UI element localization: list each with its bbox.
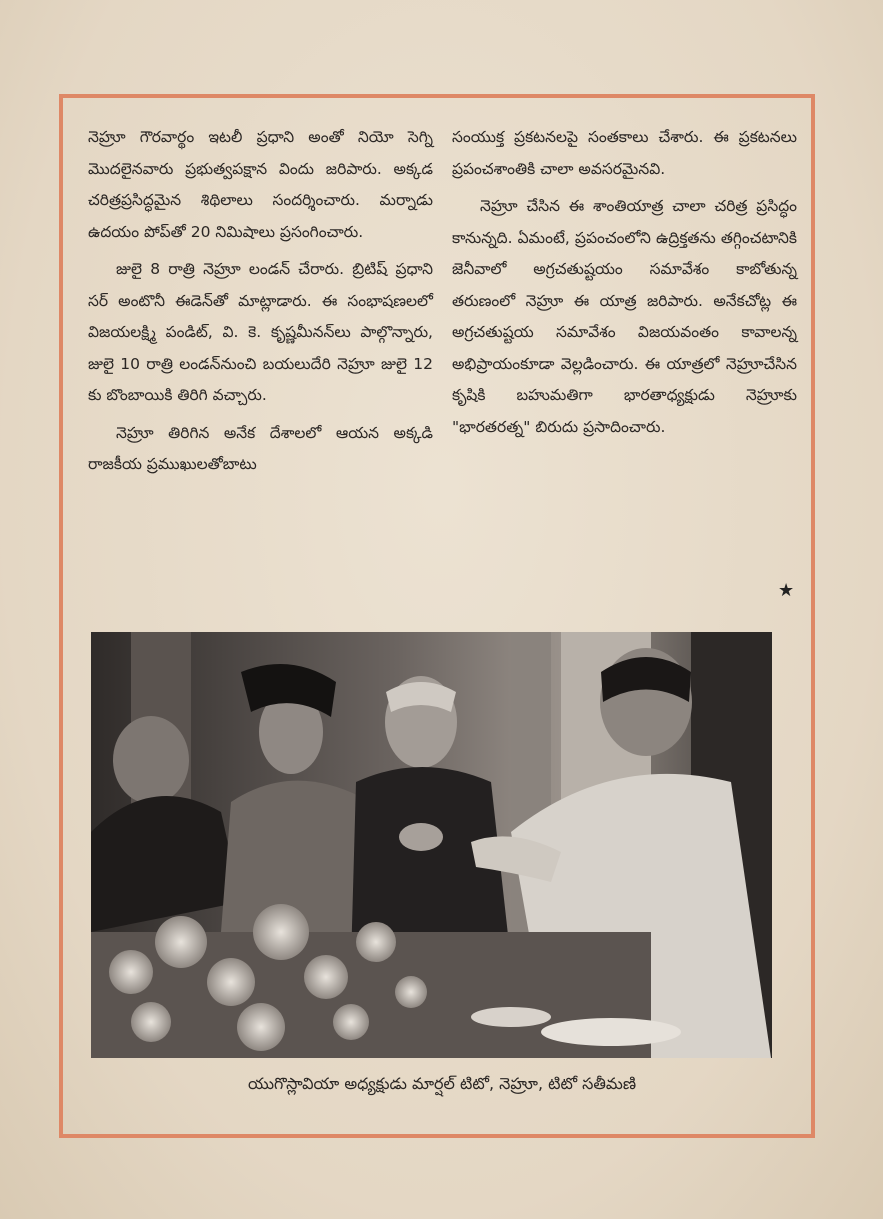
paragraph: నెహ్రూ గౌరవార్థం ఇటలీ ప్రధాని అంతో నియో సెగ్ని మొదలైనవారు ప్రభుత్వపక్షాన విందు జరిపారు. అక్కడ చరిత్రప్రసిద్ధమైన శిథిలాలు సందర్శించారు. మర్నాడు ఉదయం పోప్‌తో 20 నిమిషాలు ప్రసంగించారు. bbox=[88, 128, 433, 241]
banquet-photograph bbox=[91, 632, 772, 1058]
right-column bbox=[452, 122, 797, 449]
paragraph: నెహ్రూ తిరిగిన అనేక దేశాలలో ఆయన అక్కడి రాజకీయ ప్రముఖులతోబాటు bbox=[88, 423, 433, 473]
photo-caption: యుగొస్లావియా అధ్యక్షుడు మార్షల్ టిటో, నెహ్రూ, టిటో సతీమణి bbox=[247, 1074, 637, 1093]
paragraph: సంయుక్త ప్రకటనలపై సంతకాలు చేశారు. ఈ ప్రకటనలు ప్రపంచశాంతికి చాలా అవసరమైనవి. bbox=[452, 128, 797, 178]
photo-illustration bbox=[91, 632, 772, 1058]
paragraph: జులై 8 రాత్రి నెహ్రూ లండన్ చేరారు. బ్రిటిష్ ప్రధాని సర్ అంటొనీ ఈడెన్‌తో మాట్లాడారు. ఈ సంభాషణలలో విజయలక్ష్మి పండిట్, వి. కె. కృష్ణమీనన్‌లు పాల్గొన్నారు, జులై 10 రాత్రి లండన్‌నుంచి బయలుదేరి నెహ్రూ జులై 12 కు బొంబాయికి తిరిగి వచ్చారు. bbox=[88, 260, 433, 404]
paragraph: నెహ్రూ చేసిన ఈ శాంతియాత్ర చాలా చరిత్ర ప్రసిద్ధం కానున్నది. ఏమంటే, ప్రపంచంలోని ఉద్రిక్తతను తగ్గించటానికి జెనీవాలో అగ్రచతుష్టయం సమావేశం కాబోతున్న తరుణంలో నెహ్రూ ఈ యాత్ర జరిపారు. అనేకచోట్ల ఈ అగ్రచతుష్టయ సమావేశం విజయవంతం కావాలన్న అభిప్రాయంకూడా వెల్లడించారు. ఈ యాత్రలో నెహ్రూచేసిన కృషికి బహుమతిగా భారతాధ్యక్షుడు నెహ్రూకు "భారతరత్న" బిరుదు ప్రసాదించారు. bbox=[452, 197, 797, 436]
left-column bbox=[88, 122, 433, 487]
end-star-icon: ★ bbox=[778, 580, 795, 601]
